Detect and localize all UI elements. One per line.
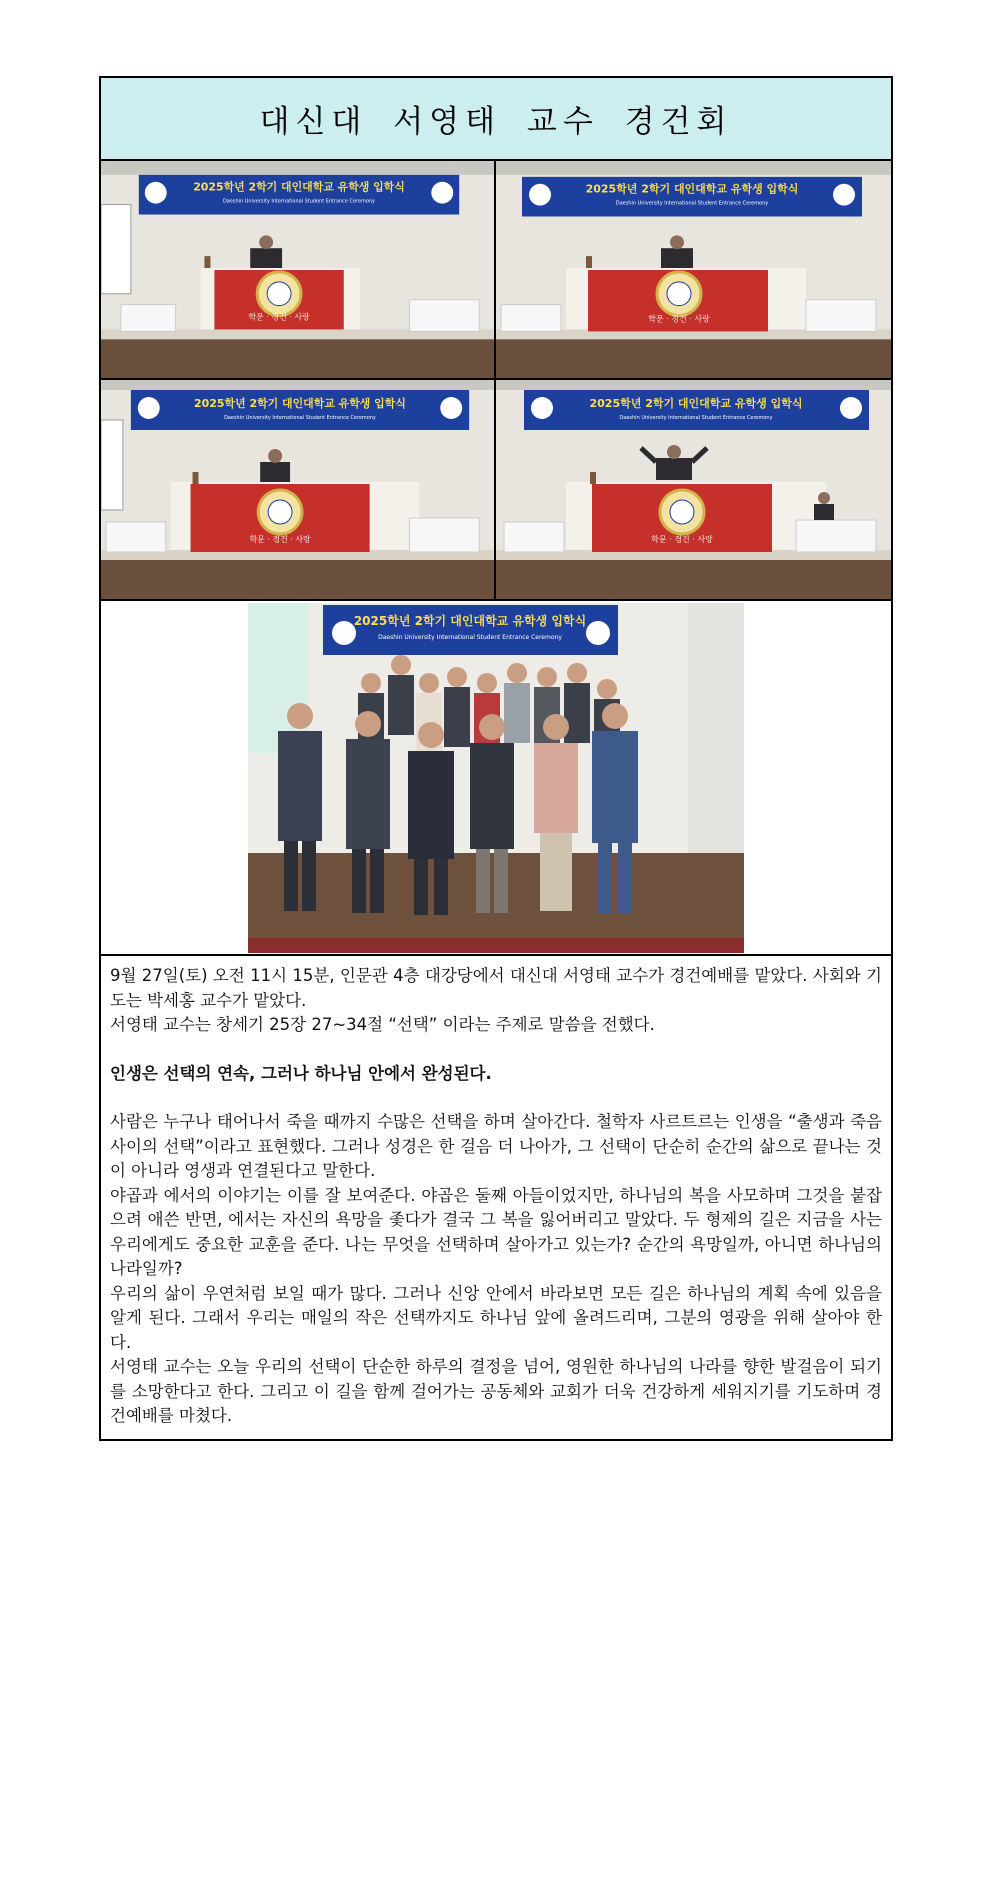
cloth-text: 학문 · 경건 · 사랑 — [249, 534, 311, 545]
document-frame — [99, 76, 893, 1441]
ceremony-photo-3 — [101, 380, 496, 599]
ceremony-photo-4 — [496, 380, 891, 599]
group-banner-subtitle: Daeshin University International Student Entrance Ceremony — [378, 633, 562, 641]
article-paragraph-2: 서영태 교수는 창세기 25장 27~34절 “선택” 이라는 주제로 말씀을 전했다. — [110, 1015, 655, 1034]
banner-title: 2025학년 2학기 대인대학교 유학생 입학식 — [193, 180, 405, 194]
group-photo — [248, 603, 744, 953]
article-paragraph-6: 서영태 교수는 오늘 우리의 선택이 단순한 하루의 결정을 넘어, 영원한 하나님의 나라를 향한 발걸음이 되기를 소망한다고 한다. 그리고 이 길을 함께 걸어가는 공동체와 교회가 더욱 건강하게 세워지기를 기도하며 경건예배를 마쳤다. — [110, 1357, 882, 1425]
title-row — [101, 78, 891, 161]
banner-title: 2025학년 2학기 대인대학교 유학생 입학식 — [589, 397, 803, 410]
banner-title: 2025학년 2학기 대인대학교 유학생 입학식 — [585, 182, 799, 196]
article-headline: 인생은 선택의 연속, 그러나 하나님 안에서 완성된다. — [110, 1063, 492, 1083]
article-paragraph-4: 야곱과 에서의 이야기는 이를 잘 보여준다. 야곱은 둘째 아들이었지만, 하나님의 복을 사모하며 그것을 붙잡으려 애쓴 반면, 에서는 자신의 욕망을 좇다가 결국 그 복을 잃어버리고 말았다. 두 형제의 길은 지금을 사는 우리에게도 중요한 교훈을 준다. 나는 무엇을 선택하며 살아가고 있는가? 순간의 욕망일까, 아니면 하나님의 나라일까? — [110, 1185, 882, 1278]
spacer — [110, 1038, 882, 1062]
cloth-text: 학문 · 경건 · 사랑 — [651, 535, 713, 544]
banner-subtitle: Daeshin University International Student Entrance Ceremony — [619, 415, 773, 421]
banner-title: 2025학년 2학기 대인대학교 유학생 입학식 — [194, 396, 406, 411]
article-paragraph-3: 사람은 누구나 태어나서 죽을 때까지 수많은 선택을 하며 살아간다. 철학자 사르트르는 인생을 “출생과 죽음 사이의 선택”이라고 표현했다. 그러나 성경은 한 걸음 더 나아가, 그 선택이 단순히 순간의 삶으로 끝나는 것이 아니라 영생과 연결된다고 말한다. — [110, 1112, 882, 1180]
ceremony-photo-2 — [496, 161, 891, 380]
spacer — [110, 1086, 882, 1110]
cloth-text: 학문 · 경건 · 사랑 — [248, 312, 310, 322]
banner-subtitle: Daeshin University International Student Entrance Ceremony — [615, 200, 769, 207]
group-banner-title: 2025학년 2학기 대인대학교 유학생 입학식 — [353, 613, 587, 628]
document-title: 대신대 서영태 교수 경건회 — [259, 104, 733, 140]
banner-subtitle: Daeshin University International Student Entrance Ceremony — [224, 414, 376, 422]
ceremony-photo-grid — [101, 161, 891, 601]
article-paragraph-1: 9월 27일(토) 오전 11시 15분, 인문관 4층 대강당에서 대신대 서영태 교수가 경건예배를 맡았다. 사회와 기도는 박세홍 교수가 맡았다. — [110, 966, 882, 1010]
ceremony-photo-1 — [101, 161, 496, 380]
banner-subtitle: Daeshin University International Student Entrance Ceremony — [222, 198, 375, 205]
cloth-text: 학문 · 경건 · 사랑 — [648, 314, 710, 324]
article-paragraph-5: 우리의 삶이 우연처럼 보일 때가 많다. 그러나 신앙 안에서 바라보면 모든 길은 하나님의 계획 속에 있음을 알게 된다. 그래서 우리는 매일의 작은 선택까지도 하나님 앞에 올려드리며, 그분의 영광을 위해 살아야 한다. — [110, 1283, 882, 1352]
group-photo-row — [101, 601, 891, 956]
article-body — [101, 956, 891, 1439]
